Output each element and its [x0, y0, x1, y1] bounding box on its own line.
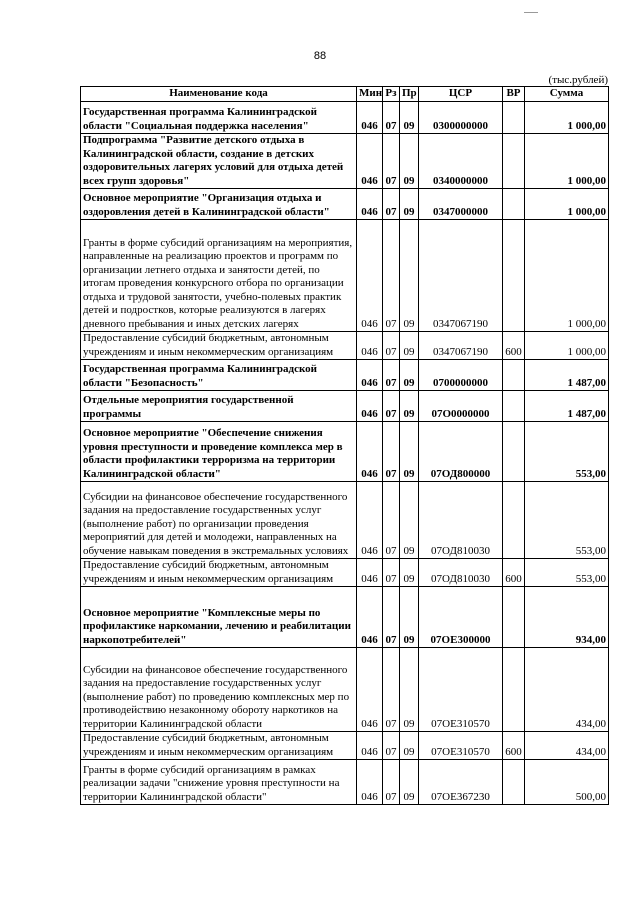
- row-name: Государственная программа Калининградской области "Безопасность": [81, 360, 357, 391]
- row-rz: 07: [383, 559, 400, 587]
- row-vr: [503, 422, 525, 482]
- row-min: 046: [357, 360, 383, 391]
- row-sum: 553,00: [525, 422, 609, 482]
- row-min: 046: [357, 189, 383, 220]
- table-row: [81, 360, 609, 391]
- header-row: [81, 87, 609, 102]
- row-csr: 07О0000000: [419, 391, 503, 422]
- row-csr: 0300000000: [419, 102, 503, 134]
- row-min: 046: [357, 559, 383, 587]
- row-min: 046: [357, 587, 383, 648]
- row-name: Субсидии на финансовое обеспечение государственного задания на предоставление государственных услуг (выполнение работ) по проведению комплексных мер по противодействию незаконному обороту наркотиков на территории Калининградской области: [81, 648, 357, 732]
- row-name: Субсидии на финансовое обеспечение государственного задания на предоставление государственных услуг (выполнение работ) по организации проведения мероприятий для детей и молодежи, направленных на обучение навыкам поведения в экстремальных условиях: [81, 482, 357, 559]
- row-rz: 07: [383, 587, 400, 648]
- row-min: 046: [357, 332, 383, 360]
- row-sum: 434,00: [525, 732, 609, 760]
- row-pr: 09: [400, 559, 419, 587]
- header-sum: Сумма: [525, 87, 609, 102]
- row-pr: 09: [400, 189, 419, 220]
- row-vr: 600: [503, 732, 525, 760]
- row-rz: 07: [383, 732, 400, 760]
- header-vr: ВР: [503, 87, 525, 102]
- row-rz: 07: [383, 648, 400, 732]
- row-rz: 07: [383, 189, 400, 220]
- row-csr: 07ОЕ300000: [419, 587, 503, 648]
- row-pr: 09: [400, 422, 419, 482]
- row-pr: 09: [400, 391, 419, 422]
- row-min: 046: [357, 391, 383, 422]
- row-pr: 09: [400, 360, 419, 391]
- table-row: [81, 732, 609, 760]
- row-csr: 07ОЕ310570: [419, 732, 503, 760]
- row-sum: 934,00: [525, 587, 609, 648]
- row-sum: 1 000,00: [525, 220, 609, 332]
- row-name: Подпрограмма "Развитие детского отдыха в Калининградской области, создание в детских оздоровительных лагерях условий для отдыха детей всех групп здоровья": [81, 134, 357, 189]
- row-sum: 1 487,00: [525, 391, 609, 422]
- row-min: 046: [357, 134, 383, 189]
- row-rz: 07: [383, 482, 400, 559]
- header-pr: Пр: [400, 87, 419, 102]
- table-row: [81, 332, 609, 360]
- row-sum: 553,00: [525, 482, 609, 559]
- row-rz: 07: [383, 391, 400, 422]
- row-vr: [503, 587, 525, 648]
- table-row: [81, 559, 609, 587]
- row-vr: [503, 360, 525, 391]
- row-csr: 0347067190: [419, 220, 503, 332]
- row-pr: 09: [400, 732, 419, 760]
- table-row: [81, 760, 609, 805]
- row-sum: 1 000,00: [525, 134, 609, 189]
- row-min: 046: [357, 732, 383, 760]
- header-min: Мин: [357, 87, 383, 102]
- table-row: [81, 189, 609, 220]
- row-rz: 07: [383, 102, 400, 134]
- budget-table: [80, 86, 609, 805]
- table-row: [81, 102, 609, 134]
- row-pr: 09: [400, 102, 419, 134]
- row-pr: 09: [400, 587, 419, 648]
- row-sum: 1 000,00: [525, 332, 609, 360]
- row-sum: 553,00: [525, 559, 609, 587]
- row-vr: [503, 482, 525, 559]
- header-name: Наименование кода: [81, 87, 357, 102]
- row-vr: [503, 648, 525, 732]
- row-vr: [503, 220, 525, 332]
- row-rz: 07: [383, 332, 400, 360]
- row-vr: [503, 391, 525, 422]
- header-csr: ЦСР: [419, 87, 503, 102]
- row-rz: 07: [383, 422, 400, 482]
- row-rz: 07: [383, 220, 400, 332]
- row-vr: [503, 102, 525, 134]
- units-label: (тыс.рублей): [548, 74, 608, 86]
- row-name: Предоставление субсидий бюджетным, автономным учреждениям и иным некоммерческим организациям: [81, 732, 357, 760]
- row-pr: 09: [400, 760, 419, 805]
- row-rz: 07: [383, 360, 400, 391]
- row-name: Государственная программа Калининградской области "Социальная поддержка населения": [81, 102, 357, 134]
- row-name: Основное мероприятие "Обеспечение снижения уровня преступности и проведение комплекса мер в области профилактики терроризма на территории Калининградской области": [81, 422, 357, 482]
- row-vr: 600: [503, 559, 525, 587]
- row-sum: 434,00: [525, 648, 609, 732]
- row-name: Основное мероприятие "Организация отдыха и оздоровления детей в Калининградской области": [81, 189, 357, 220]
- row-csr: 07ОЕ367230: [419, 760, 503, 805]
- row-csr: 07ОД800000: [419, 422, 503, 482]
- row-name: Предоставление субсидий бюджетным, автономным учреждениям и иным некоммерческим организациям: [81, 332, 357, 360]
- row-rz: 07: [383, 760, 400, 805]
- row-csr: 0700000000: [419, 360, 503, 391]
- row-sum: 1 487,00: [525, 360, 609, 391]
- table-row: [81, 134, 609, 189]
- page-number: 88: [313, 50, 327, 62]
- row-pr: 09: [400, 134, 419, 189]
- table-row: [81, 391, 609, 422]
- row-name: Гранты в форме субсидий организациям в рамках реализации задачи "снижение уровня преступности на территории Калининградской области": [81, 760, 357, 805]
- row-min: 046: [357, 102, 383, 134]
- table-row: [81, 422, 609, 482]
- row-name: Основное мероприятие "Комплексные меры по профилактике наркомании, лечению и реабилитации наркопотребителей": [81, 587, 357, 648]
- row-pr: 09: [400, 332, 419, 360]
- table-row: [81, 482, 609, 559]
- row-csr: 07ОЕ310570: [419, 648, 503, 732]
- row-pr: 09: [400, 482, 419, 559]
- row-vr: [503, 134, 525, 189]
- row-pr: 09: [400, 648, 419, 732]
- row-vr: [503, 760, 525, 805]
- row-min: 046: [357, 220, 383, 332]
- row-name: Гранты в форме субсидий организациям на мероприятия, направленные на реализацию проектов и программ по организации летнего отдыха и занятости детей, по итогам проведения конкурсного отбора по организации отдыха и трудовой занятости, учебно-полевых практик детей и подростков, которые реализуются в лагерях дневного пребывания и иных детских лагерях: [81, 220, 357, 332]
- row-min: 046: [357, 648, 383, 732]
- row-min: 046: [357, 422, 383, 482]
- row-csr: 0340000000: [419, 134, 503, 189]
- row-pr: 09: [400, 220, 419, 332]
- row-csr: 0347000000: [419, 189, 503, 220]
- row-min: 046: [357, 482, 383, 559]
- row-csr: 0347067190: [419, 332, 503, 360]
- table-row: [81, 220, 609, 332]
- row-csr: 07ОД810030: [419, 559, 503, 587]
- scan-mark: [524, 12, 538, 13]
- row-sum: 1 000,00: [525, 102, 609, 134]
- table-row: [81, 587, 609, 648]
- row-sum: 1 000,00: [525, 189, 609, 220]
- table-row: [81, 648, 609, 732]
- row-name: Отдельные мероприятия государственной программы: [81, 391, 357, 422]
- row-name: Предоставление субсидий бюджетным, автономным учреждениям и иным некоммерческим организациям: [81, 559, 357, 587]
- row-csr: 07ОД810030: [419, 482, 503, 559]
- row-min: 046: [357, 760, 383, 805]
- header-rz: Рз: [383, 87, 400, 102]
- row-sum: 500,00: [525, 760, 609, 805]
- row-rz: 07: [383, 134, 400, 189]
- row-vr: [503, 189, 525, 220]
- row-vr: 600: [503, 332, 525, 360]
